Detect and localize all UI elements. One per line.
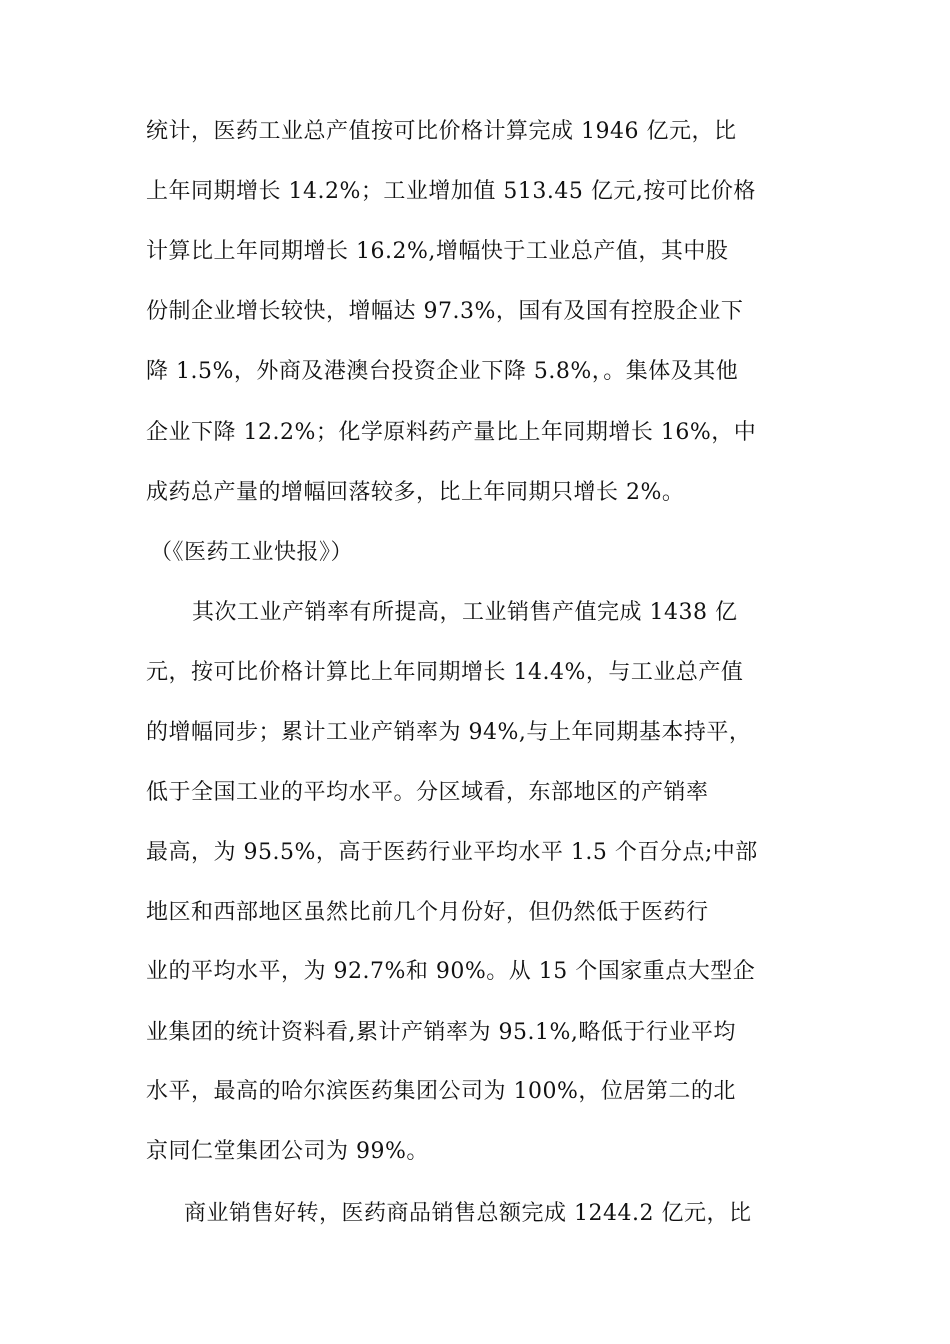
text-line: 上年同期增长 14.2%；工业增加值 513.45 亿元,按可比价格 [146,179,756,204]
text-line: 企业下降 12.2%；化学原料药产量比上年同期增长 16%，中 [146,420,757,445]
text-line: 份制企业增长较快，增幅达 97.3%，国有及国有控股企业下 [146,299,744,324]
text-line: 降 1.5%，外商及港澳台投资企业下降 5.8%，。集体及其他 [146,359,739,384]
paragraph-first-line: 其次工业产销率有所提高，工业销售产值完成 1438 亿 [192,600,738,625]
text-line: 地区和西部地区虽然比前几个月份好，但仍然低于医药行 [146,900,709,925]
text-line: 成药总产量的增幅回落较多，比上年同期只增长 2%。 [146,480,685,505]
source-citation: （《医药工业快报》） [150,540,354,565]
text-line: 业的平均水平，为 92.7%和 90%。从 15 个国家重点大型企 [146,959,756,984]
text-line: 低于全国工业的平均水平。分区域看，东部地区的产销率 [146,780,709,805]
text-line: 水平，最高的哈尔滨医药集团公司为 100%，位居第二的北 [146,1079,736,1104]
text-line: 京同仁堂集团公司为 99%。 [146,1139,429,1164]
text-line: 业集团的统计资料看,累计产销率为 95.1%,略低于行业平均 [146,1020,736,1045]
text-line: 最高，为 95.5%，高于医药行业平均水平 1.5 个百分点;中部 [146,840,758,865]
text-line: 元，按可比价格计算比上年同期增长 14.4%，与工业总产值 [146,660,744,685]
text-line: 计算比上年同期增长 16.2%,增幅快于工业总产值，其中股 [146,239,729,264]
text-line: 的增幅同步；累计工业产销率为 94%,与上年同期基本持平， [146,720,752,745]
paragraph-first-line: 商业销售好转，医药商品销售总额完成 1244.2 亿元，比 [184,1201,752,1226]
text-line: 统计，医药工业总产值按可比价格计算完成 1946 亿元，比 [146,119,737,144]
